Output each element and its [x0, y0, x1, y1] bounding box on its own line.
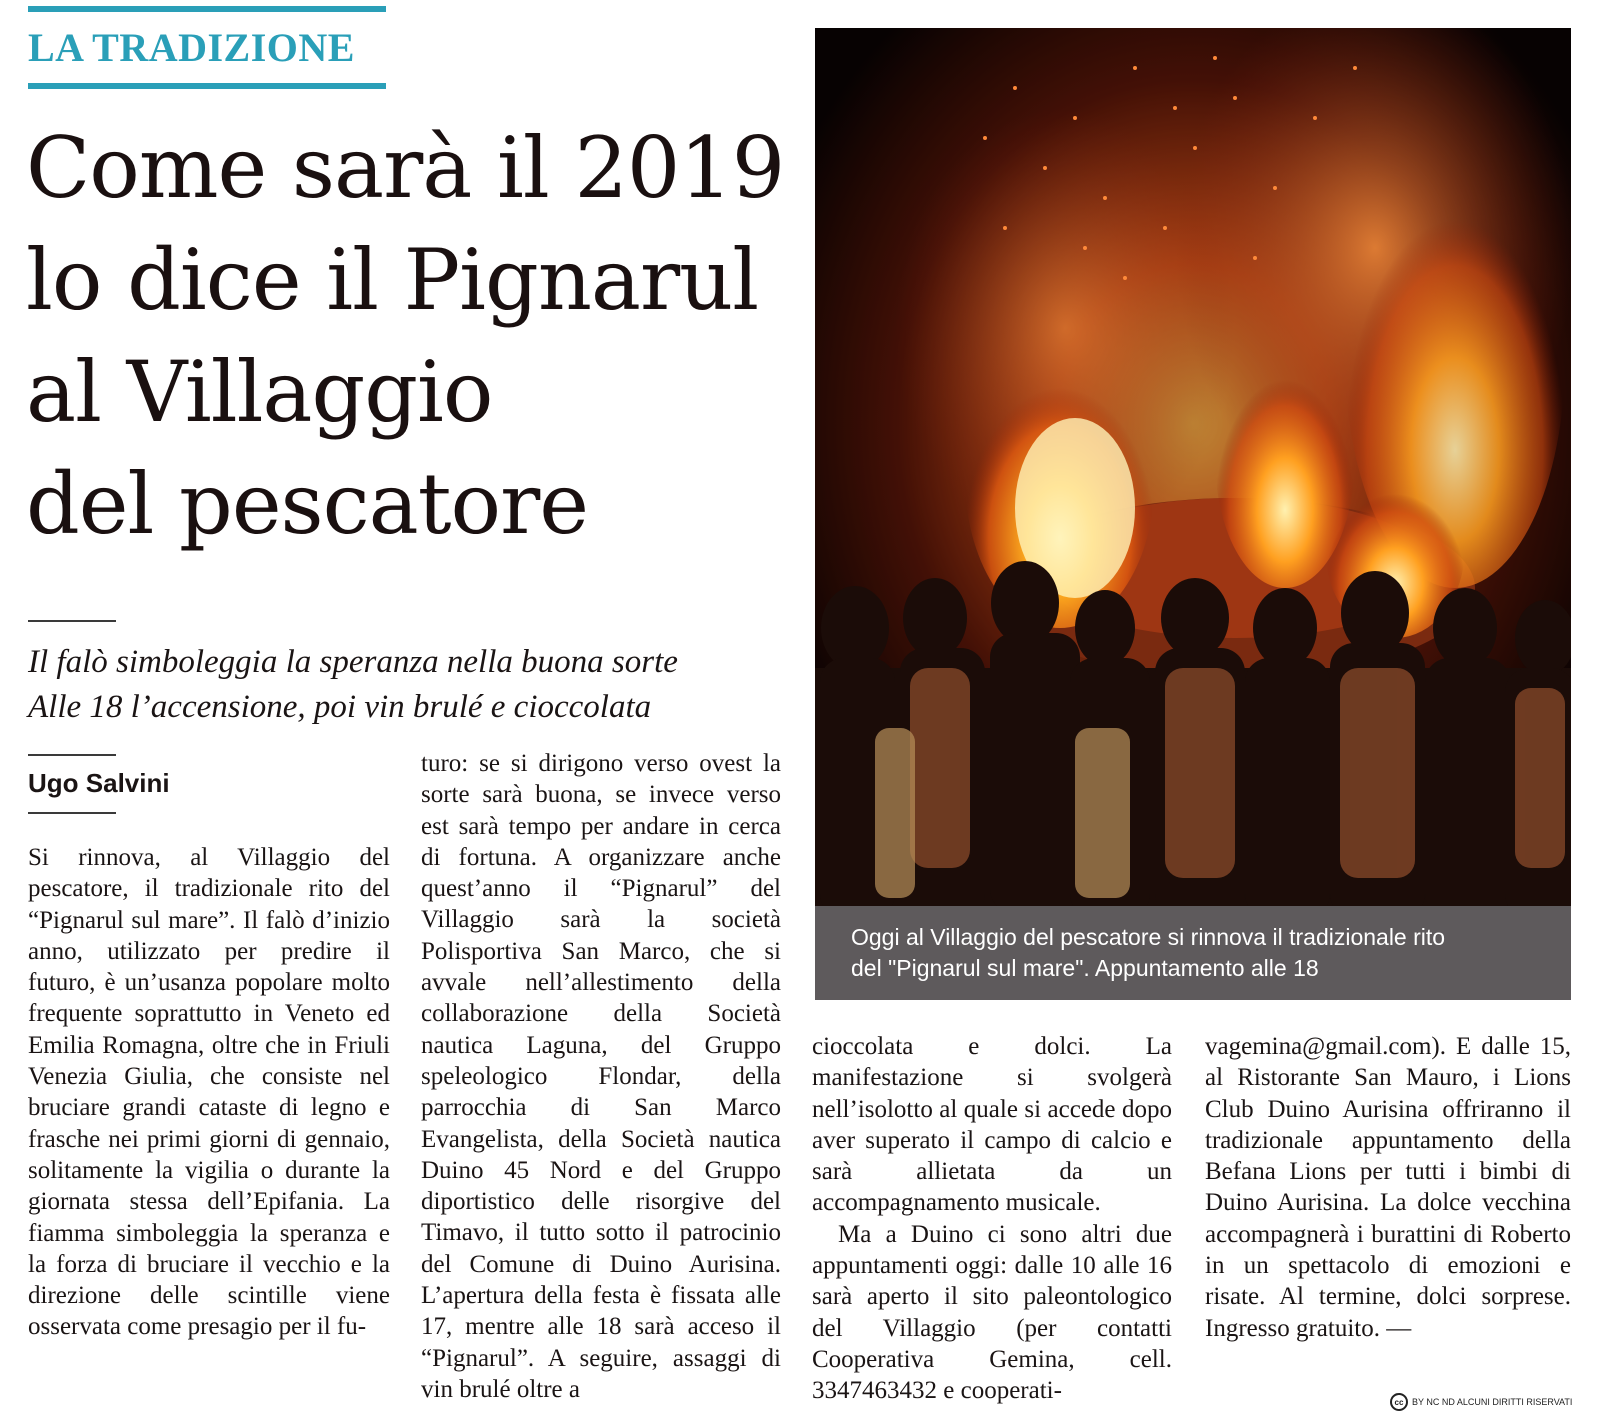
summary-line: Il falò simboleggia la speranza nella buona sorte — [28, 644, 678, 680]
summary — [28, 640, 798, 730]
byline-bottom-rule — [28, 812, 116, 814]
headline-line: al Villaggio — [26, 343, 493, 441]
headline-line: lo dice il Pignarul — [26, 231, 759, 329]
bonfire-photo — [815, 28, 1571, 906]
summary-top-rule — [28, 620, 116, 622]
body-paragraph: turo: se si dirigono verso ovest la sorte sarà buona, se invece verso est sarà tempo per andare in cerca di fortuna. A organizzare anche quest’anno il “Pignarul” del Villaggio sarà la società Polisportiva San Marco, che si avvale nell’allestimento della collaborazione della Società nautica Laguna, del Gruppo speleologico Flondar, della parrocchia di San Marco Evangelista, della Società nautica Duino 45 Nord e del Gruppo diportistico delle risorgive del Timavo, il tutto sotto il patrocinio del Comune di Duino Aurisina. L’apertura della festa è fissata alle 17, mentre alle 18 sarà acceso il “Pignarul”. A seguire, assaggi di vin brulé oltre a — [421, 750, 781, 1403]
body-paragraph: Si rinnova, al Villaggio del pescatore, il tradizionale rito del “Pignarul sul mare”. Il falò d’inizio anno, utilizzato per predire il futuro, è un’usanza popolare molto frequente soprattutto in Veneto ed Emilia Romagna, oltre che in Friuli Venezia Giulia, che consiste nel bruciare grandi cataste di legno e frasche nei primi giorni di gennaio, solitamente la vigilia o durante la giornata stessa dell’Epifania. La fiamma simboleggia la speranza e la forza di bruciare il vecchio e la direzione delle scintille viene osservata come presagio per il fu- — [28, 844, 390, 1341]
license-notice — [1390, 1393, 1572, 1411]
kicker-top-rule — [28, 6, 386, 12]
body-column-2 — [421, 748, 781, 1405]
kicker-bottom-rule — [28, 83, 386, 89]
photo-caption — [851, 922, 1561, 984]
headline-line: del pescatore — [26, 455, 588, 553]
section-kicker: LA TRADIZIONE — [28, 25, 355, 70]
summary-line: Alle 18 l’accensione, poi vin brulé e cioccolata — [28, 689, 652, 725]
headline — [26, 112, 786, 560]
headline-line: Come sarà il 2019 — [26, 119, 785, 217]
caption-line: del "Pignarul sul mare". Appuntamento alle 18 — [851, 955, 1319, 981]
body-paragraph: vagemina@gmail.com). E dalle 15, al Ristorante San Mauro, i Lions Club Duino Aurisina offriranno il tradizionale appuntamento della Befana Lions per tutti i bimbi di Duino Aurisina. La dolce vecchina accompagnerà i burattini di Roberto in un spettacolo di emozioni e risate. Al termine, dolci sorprese. Ingresso gratuito. — — [1205, 1033, 1571, 1342]
body-column-4 — [1205, 1031, 1571, 1344]
body-paragraph: Ma a Duino ci sono altri due appuntamenti oggi: dalle 10 alle 16 sarà aperto il sito paleontologico del Villaggio (per contatti Cooperativa Gemina, cell. 3347463432 e cooperati- — [812, 1220, 1172, 1405]
photo-caption-box — [815, 906, 1571, 1000]
bonfire-illustration — [815, 28, 1571, 906]
cc-icon: cc — [1390, 1393, 1408, 1411]
byline: Ugo Salvini — [28, 768, 170, 798]
body-column-1 — [28, 842, 390, 1343]
caption-line: Oggi al Villaggio del pescatore si rinnova il tradizionale rito — [851, 924, 1446, 950]
body-paragraph: cioccolata e dolci. La manifestazione si svolgerà nell’isolotto al quale si accede dopo aver superato il campo di calcio e sarà allietata da un accompagnamento musicale. — [812, 1033, 1172, 1217]
body-column-3 — [812, 1031, 1172, 1407]
byline-top-rule — [28, 754, 116, 756]
license-text: BY NC ND ALCUNI DIRITTI RISERVATI — [1412, 1397, 1573, 1407]
